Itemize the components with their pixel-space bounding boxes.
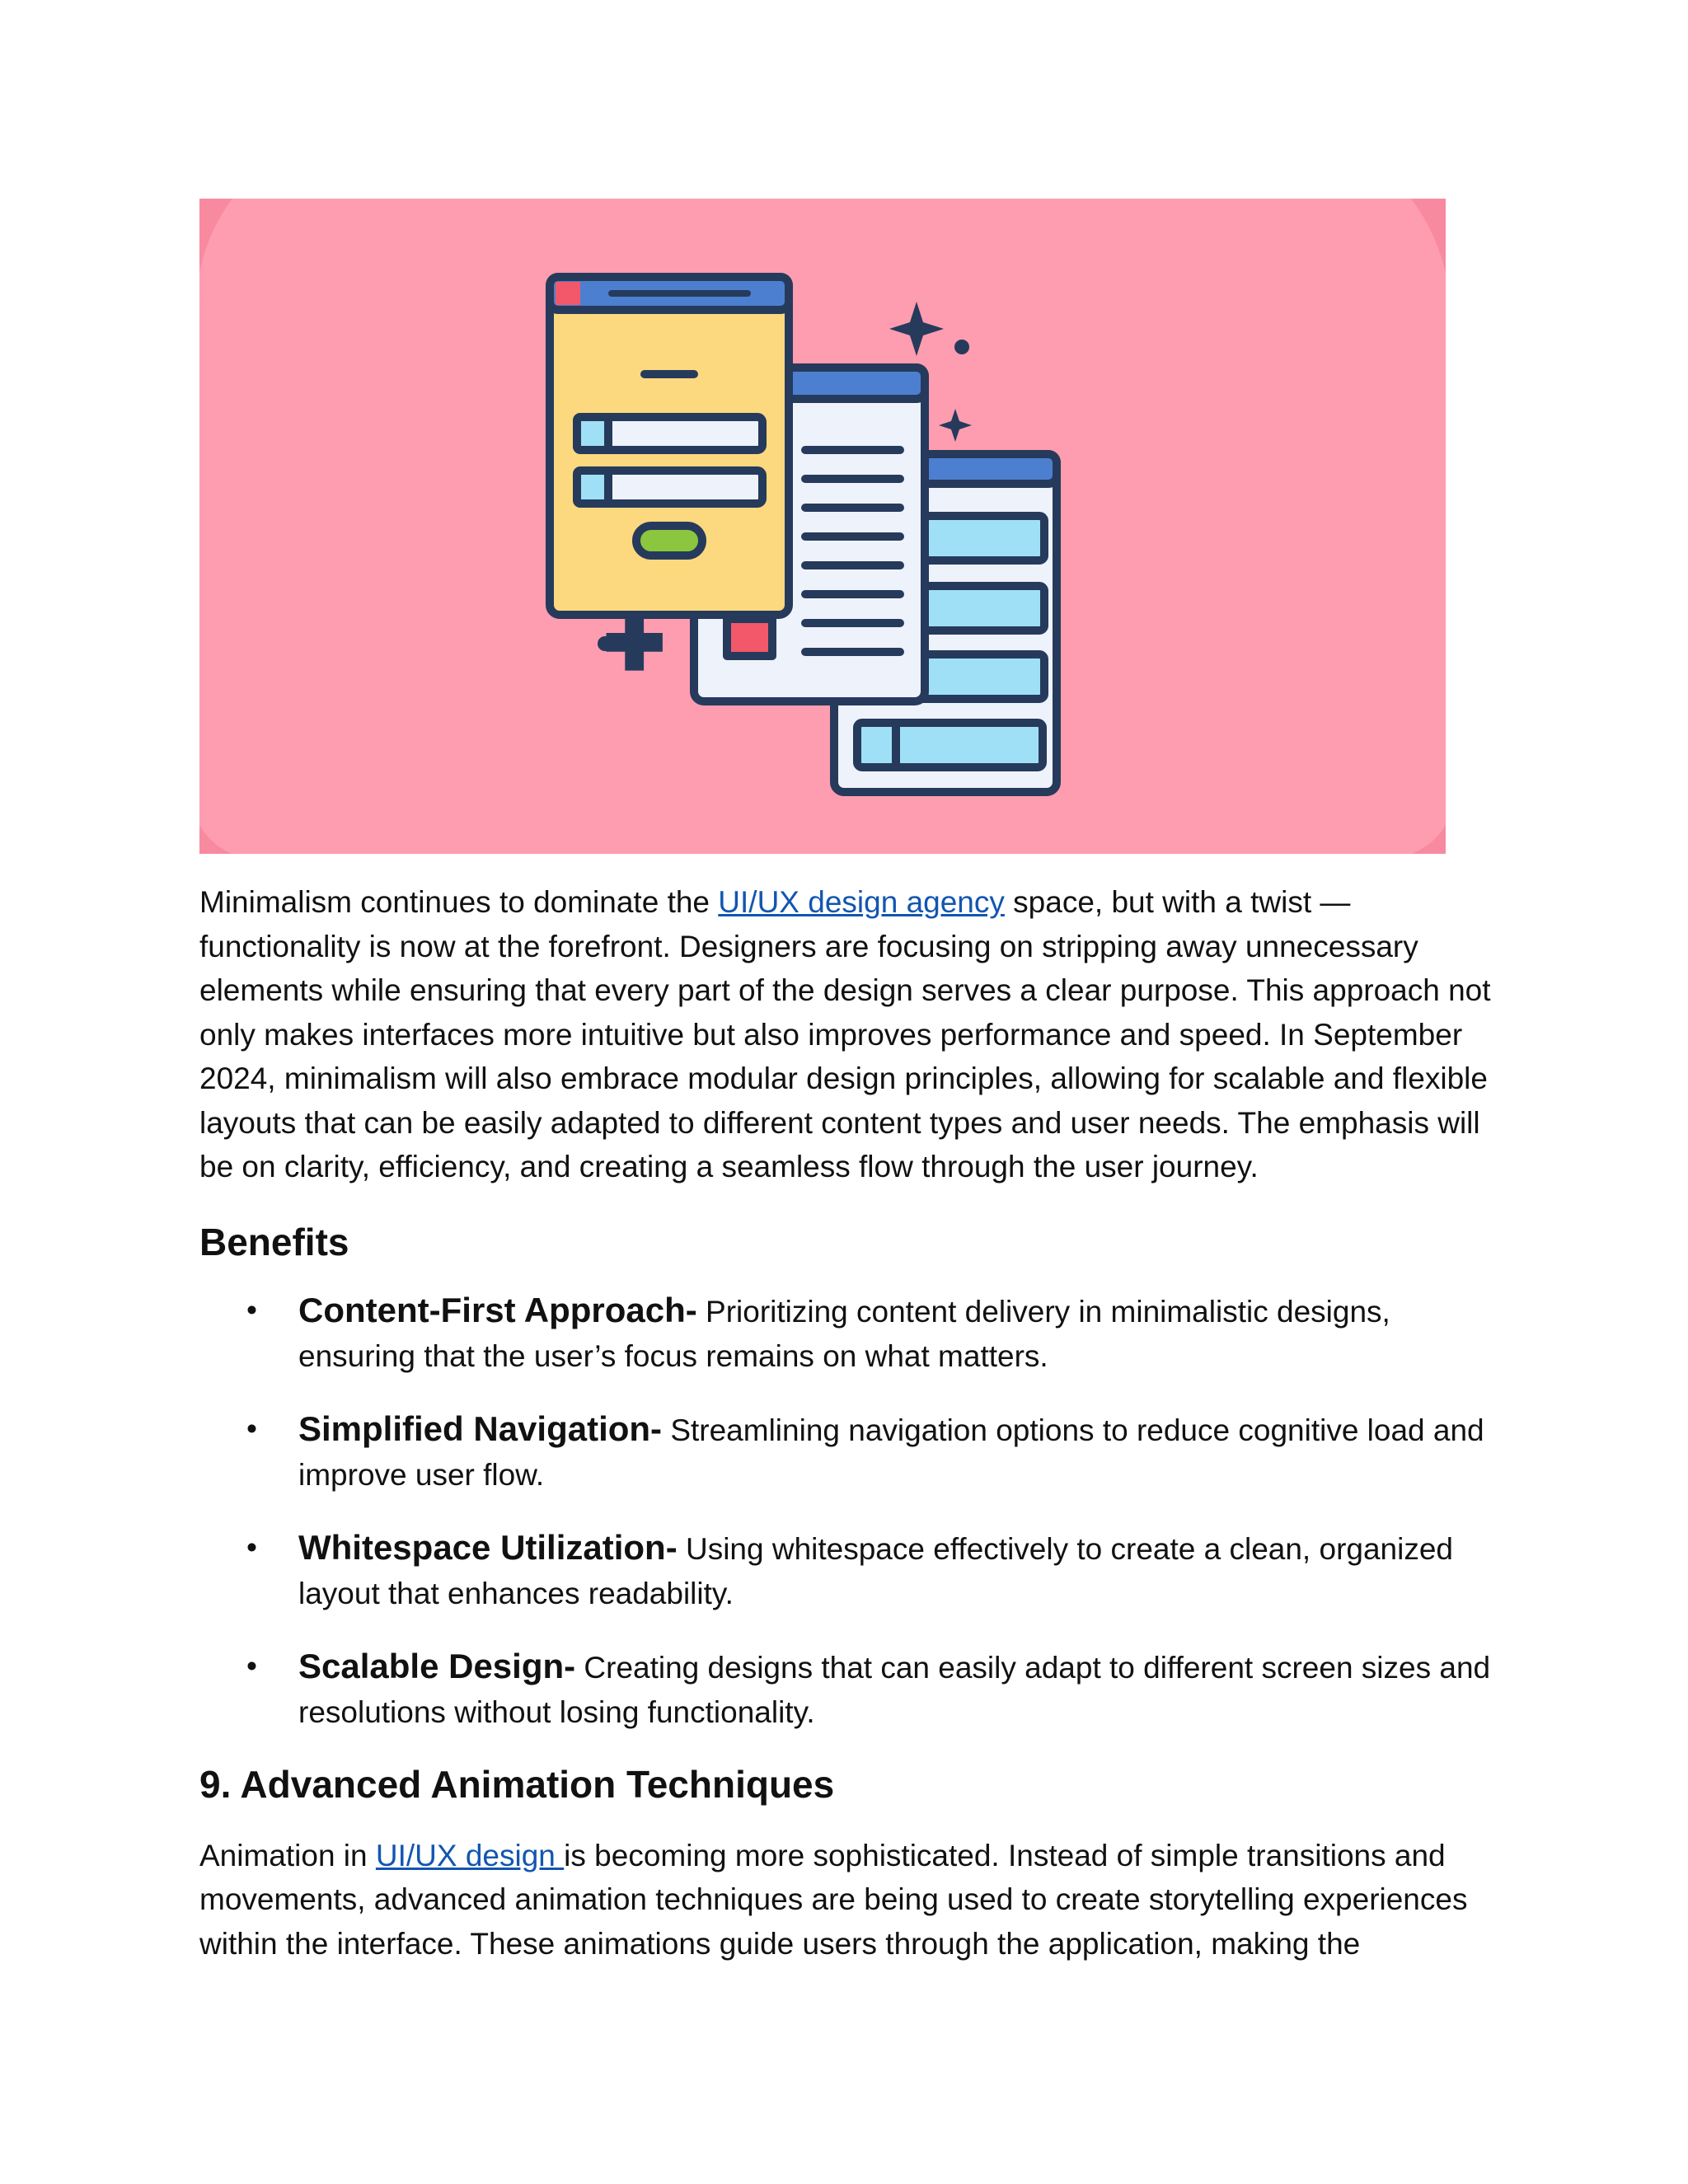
- benefit-term: Whitespace Utilization-: [298, 1527, 678, 1567]
- ui-windows-illustration-icon: [199, 199, 1446, 854]
- benefits-list: [199, 1288, 1502, 1735]
- intro-text-end: space, but with a twist — functionality is now at the forefront. Designers are focusing on stripping away unnecessary elements while ensuring that every part of the design serves a clear purpose. This approach not only makes interfaces more intuitive but also improves performance and speed. In September 2024, minimalism will also embrace modular design principles, allowing for scalable and flexible layouts that can be easily adapted to different content types and user needs. The emphasis will be on clarity, efficiency, and creating a seamless flow through the user journey.: [199, 885, 1491, 1183]
- benefit-term: Scalable Design-: [298, 1646, 576, 1685]
- benefit-text: Using whitespace effectively to create a clean, organized layout that enhances readability.: [298, 1531, 1453, 1610]
- list-item: [199, 1644, 1502, 1735]
- intro-text-start: Minimalism continues to dominate the: [199, 885, 719, 919]
- bullet: •: [246, 1292, 257, 1327]
- benefits-heading: Benefits: [199, 1220, 349, 1263]
- benefit-text: Creating designs that can easily adapt to different screen sizes and resolutions without losing functionality.: [298, 1650, 1491, 1729]
- section-9-heading: 9. Advanced Animation Techniques: [199, 1762, 835, 1806]
- benefit-text: Streamlining navigation options to reduce cognitive load and improve user flow.: [298, 1413, 1484, 1492]
- article-content: [199, 880, 1502, 1966]
- uiux-design-link[interactable]: UI/UX design: [375, 1838, 565, 1872]
- bullet: •: [246, 1411, 257, 1446]
- list-item: [199, 1288, 1502, 1379]
- section-9-text-end: is becoming more sophisticated. Instead of simple transitions and movements, advanced animation techniques are being used to create storytelling experiences within the interface. These animations guide users through the application, making the: [199, 1838, 1468, 1961]
- intro-paragraph: [199, 880, 1502, 1189]
- list-item: [199, 1407, 1502, 1497]
- section-9-paragraph: [199, 1834, 1502, 1966]
- benefit-text: Prioritizing content delivery in minimalistic designs, ensuring that the user’s focus remains on what matters.: [298, 1294, 1390, 1373]
- hero-image: [199, 199, 1446, 854]
- benefit-term: Content-First Approach-: [298, 1290, 697, 1329]
- uiux-design-agency-link[interactable]: UI/UX design agency: [718, 885, 1005, 919]
- bullet: •: [246, 1648, 257, 1683]
- benefit-term: Simplified Navigation-: [298, 1408, 663, 1448]
- list-item: [199, 1526, 1502, 1616]
- bullet: •: [246, 1530, 257, 1564]
- section-9-text-start: Animation in: [199, 1838, 376, 1872]
